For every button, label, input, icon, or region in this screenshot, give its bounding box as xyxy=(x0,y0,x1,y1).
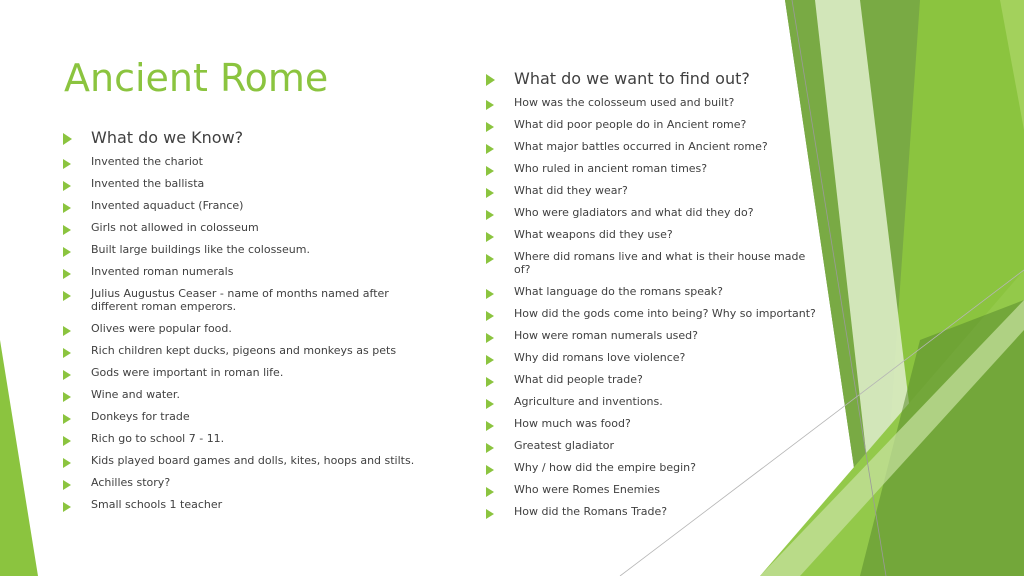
list-item-text: Agriculture and inventions. xyxy=(514,395,663,408)
triangle-bullet-icon xyxy=(486,421,494,431)
list-item-text: Who were gladiators and what did they do? xyxy=(514,206,754,219)
list-item-text: What did poor people do in Ancient rome? xyxy=(514,118,747,131)
list-item xyxy=(486,184,816,197)
triangle-bullet-icon xyxy=(63,225,71,235)
triangle-bullet-icon xyxy=(63,291,71,301)
triangle-bullet-icon xyxy=(63,247,71,257)
list-item xyxy=(486,206,816,219)
triangle-bullet-icon xyxy=(63,502,71,512)
list-item-text: Why / how did the empire begin? xyxy=(514,461,696,474)
list-item xyxy=(486,373,816,386)
list-item xyxy=(63,388,423,401)
list-item xyxy=(63,432,423,445)
triangle-bullet-icon xyxy=(486,443,494,453)
list-item-text: Gods were important in roman life. xyxy=(91,366,284,379)
list-item-text: Kids played board games and dolls, kites, hoops and stilts. xyxy=(91,454,415,467)
list-item xyxy=(63,454,423,467)
list-item xyxy=(486,395,816,408)
triangle-bullet-icon xyxy=(63,458,71,468)
triangle-bullet-icon xyxy=(486,377,494,387)
triangle-bullet-icon xyxy=(63,480,71,490)
list-item-text: Built large buildings like the colosseum. xyxy=(91,243,310,256)
list-item xyxy=(63,476,423,489)
list-item xyxy=(486,505,816,518)
list-item xyxy=(63,344,423,357)
list-item xyxy=(486,461,816,474)
triangle-bullet-icon xyxy=(63,436,71,446)
triangle-bullet-icon xyxy=(486,333,494,343)
list-item xyxy=(63,322,423,335)
list-item xyxy=(486,329,816,342)
triangle-bullet-icon xyxy=(486,74,495,86)
list-item-text: What did people trade? xyxy=(514,373,643,386)
list-item-text: Donkeys for trade xyxy=(91,410,190,423)
triangle-bullet-icon xyxy=(63,203,71,213)
list-item-text: What weapons did they use? xyxy=(514,228,673,241)
list-item xyxy=(486,140,816,153)
list-item-text: Who were Romes Enemies xyxy=(514,483,660,496)
triangle-bullet-icon xyxy=(486,509,494,519)
left-accent-shape xyxy=(0,340,38,576)
triangle-bullet-icon xyxy=(63,392,71,402)
list-item-text: Wine and water. xyxy=(91,388,180,401)
list-item-text: How was the colosseum used and built? xyxy=(514,96,735,109)
triangle-bullet-icon xyxy=(486,232,494,242)
list-item xyxy=(486,96,816,109)
list-item-text: Who ruled in ancient roman times? xyxy=(514,162,708,175)
list-item xyxy=(63,155,423,168)
triangle-bullet-icon xyxy=(63,370,71,380)
left-heading-text: What do we Know? xyxy=(91,128,244,147)
list-item-text: Why did romans love violence? xyxy=(514,351,686,364)
list-item xyxy=(63,287,423,313)
triangle-bullet-icon xyxy=(63,133,72,145)
triangle-bullet-icon xyxy=(486,144,494,154)
list-item xyxy=(486,439,816,452)
list-item-text: Achilles story? xyxy=(91,476,171,489)
list-item xyxy=(486,162,816,175)
triangle-bullet-icon xyxy=(486,122,494,132)
list-item xyxy=(63,366,423,379)
triangle-bullet-icon xyxy=(63,159,71,169)
list-item xyxy=(486,483,816,496)
list-item-text: Rich children kept ducks, pigeons and monkeys as pets xyxy=(91,344,397,357)
list-item-text: How much was food? xyxy=(514,417,631,430)
list-item xyxy=(486,417,816,430)
list-item xyxy=(486,285,816,298)
list-item-text: Rich go to school 7 - 11. xyxy=(91,432,225,445)
left-heading xyxy=(63,128,423,147)
list-item xyxy=(63,265,423,278)
triangle-bullet-icon xyxy=(486,188,494,198)
find-out-list xyxy=(486,69,816,527)
triangle-bullet-icon xyxy=(63,269,71,279)
right-heading-text: What do we want to find out? xyxy=(514,69,750,88)
list-item xyxy=(486,307,816,320)
list-item-text: Greatest gladiator xyxy=(514,439,615,452)
triangle-bullet-icon xyxy=(63,348,71,358)
triangle-bullet-icon xyxy=(486,254,494,264)
triangle-bullet-icon xyxy=(486,487,494,497)
list-item-text: How were roman numerals used? xyxy=(514,329,699,342)
list-item xyxy=(63,243,423,256)
triangle-bullet-icon xyxy=(486,355,494,365)
triangle-bullet-icon xyxy=(63,181,71,191)
list-item-text: What major battles occurred in Ancient rome? xyxy=(514,140,768,153)
triangle-bullet-icon xyxy=(486,289,494,299)
list-item xyxy=(63,221,423,234)
list-item-text: Where did romans live and what is their house made of? xyxy=(514,250,806,276)
list-item xyxy=(63,177,423,190)
right-heading xyxy=(486,69,816,88)
list-item xyxy=(486,250,816,276)
list-item xyxy=(63,199,423,212)
list-item xyxy=(486,118,816,131)
triangle-bullet-icon xyxy=(486,166,494,176)
triangle-bullet-icon xyxy=(486,100,494,110)
list-item-text: Invented roman numerals xyxy=(91,265,234,278)
triangle-bullet-icon xyxy=(486,311,494,321)
list-item xyxy=(63,410,423,423)
what-we-know-list xyxy=(63,128,423,520)
triangle-bullet-icon xyxy=(486,465,494,475)
list-item-text: What language do the romans speak? xyxy=(514,285,723,298)
triangle-bullet-icon xyxy=(63,326,71,336)
list-item xyxy=(63,498,423,511)
list-item xyxy=(486,228,816,241)
list-item-text: Julius Augustus Ceaser - name of months named after different roman emperors. xyxy=(91,287,389,313)
list-item-text: How did the Romans Trade? xyxy=(514,505,668,518)
list-item-text: What did they wear? xyxy=(514,184,628,197)
list-item xyxy=(486,351,816,364)
triangle-bullet-icon xyxy=(63,414,71,424)
list-item-text: Invented aquaduct (France) xyxy=(91,199,244,212)
list-item-text: Olives were popular food. xyxy=(91,322,232,335)
slide-title: Ancient Rome xyxy=(64,56,329,100)
triangle-bullet-icon xyxy=(486,210,494,220)
list-item-text: Small schools 1 teacher xyxy=(91,498,223,511)
list-item-text: Invented the chariot xyxy=(91,155,203,168)
list-item-text: Invented the ballista xyxy=(91,177,205,190)
list-item-text: Girls not allowed in colosseum xyxy=(91,221,259,234)
triangle-bullet-icon xyxy=(486,399,494,409)
list-item-text: How did the gods come into being? Why so important? xyxy=(514,307,816,320)
